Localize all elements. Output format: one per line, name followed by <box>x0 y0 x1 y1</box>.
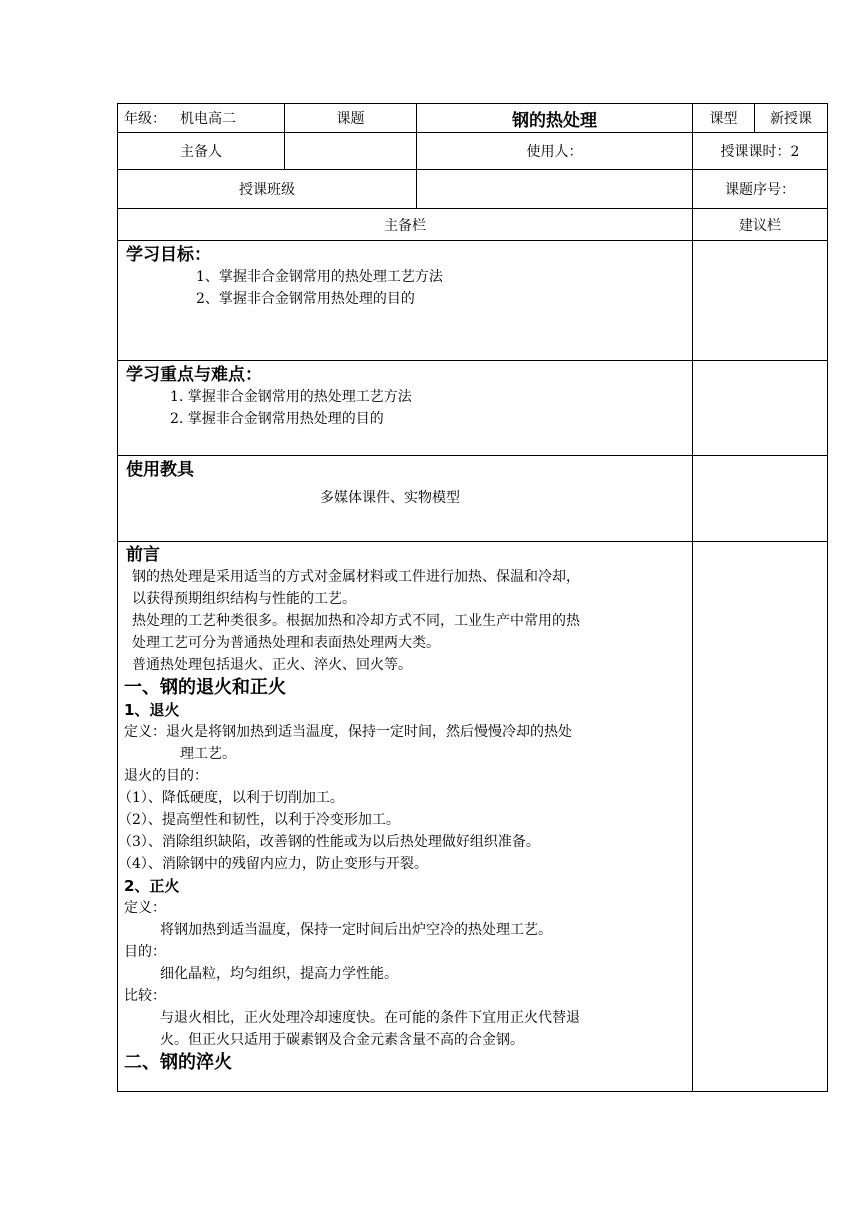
header-row-1 <box>118 104 828 133</box>
content-cell <box>118 542 693 1092</box>
grade-value: 机电高二 <box>180 111 236 127</box>
preparer-label: 主备人 <box>118 133 285 170</box>
annealing-definition-cont: 理工艺。 <box>180 746 236 762</box>
class-value <box>417 170 693 209</box>
preface-line: 以获得预期组织结构与性能的工艺。 <box>132 591 356 607</box>
lesson-type-label: 课型 <box>693 104 755 133</box>
tools-row <box>118 456 828 542</box>
column-header-row <box>118 209 828 241</box>
comparison-label: 比较： <box>124 988 166 1004</box>
key-points-row <box>118 361 828 456</box>
normalizing-purpose-label: 目的： <box>124 944 166 960</box>
normalizing-heading: 2、正火 <box>124 877 180 895</box>
tools-heading: 使用教具 <box>126 460 194 480</box>
preface-line: 普通热处理包括退火、正火、淬火、回火等。 <box>132 657 412 673</box>
comparison-text-cont: 火。但正火只适用于碳素钢及合金元素含量不高的合金钢。 <box>160 1032 524 1048</box>
key-points-cell <box>118 361 693 456</box>
normalizing-definition: 将钢加热到适当温度，保持一定时间后出炉空冷的热处理工艺。 <box>160 922 552 938</box>
comparison-text: 与退火相比，正火处理冷却速度快。在可能的条件下宜用正火代替退 <box>160 1010 580 1026</box>
topic-label: 课题 <box>285 104 417 133</box>
key-point-item: 2. 掌握非合金钢常用热处理的目的 <box>170 411 384 427</box>
sequence-label: 课题序号： <box>693 170 828 209</box>
section-heading-annealing-normalizing: 一、钢的退火和正火 <box>124 677 286 698</box>
class-hours-label: 授课课时：2 <box>693 133 828 170</box>
annealing-purpose-item: （2）、提高塑性和韧性，以利于冷变形加工。 <box>118 812 400 828</box>
content-suggestion <box>693 542 828 1092</box>
preface-line: 热处理的工艺种类很多。根据加热和冷却方式不同，工业生产中常用的热 <box>132 613 580 629</box>
header-row-2 <box>118 133 828 170</box>
objectives-suggestion <box>693 241 828 361</box>
grade-label: 年级： <box>124 111 166 127</box>
preface-heading: 前言 <box>126 545 160 565</box>
class-label: 授课班级 <box>118 170 417 209</box>
annealing-purpose-item: （4）、消除钢中的残留内应力，防止变形与开裂。 <box>118 856 428 872</box>
main-column-label: 主备栏 <box>118 209 693 241</box>
lesson-plan-sheet <box>117 103 827 1092</box>
normalizing-def-label: 定义： <box>124 900 166 916</box>
objectives-cell <box>118 241 693 361</box>
topic-title: 钢的热处理 <box>417 104 693 133</box>
annealing-purpose-item: （1）、降低硬度，以利于切削加工。 <box>118 790 344 806</box>
normalizing-purpose: 细化晶粒，均匀组织，提高力学性能。 <box>160 966 398 982</box>
objective-item: 2、掌握非合金钢常用热处理的目的 <box>196 291 415 307</box>
tools-cell <box>118 456 693 542</box>
objectives-heading: 学习目标： <box>126 245 211 265</box>
annealing-definition: 定义：退火是将钢加热到适当温度，保持一定时间，然后慢慢冷却的热处 <box>124 724 572 740</box>
grade-cell <box>118 104 285 133</box>
annealing-heading: 1、退火 <box>124 701 180 719</box>
objectives-row <box>118 241 828 361</box>
preface-line: 钢的热处理是采用适当的方式对金属材料或工件进行加热、保温和冷却， <box>132 569 580 585</box>
annealing-purpose-label: 退火的目的： <box>124 768 208 784</box>
user-label: 使用人： <box>417 133 693 170</box>
key-point-item: 1. 掌握非合金钢常用的热处理工艺方法 <box>170 389 412 405</box>
objective-item: 1、掌握非合金钢常用的热处理工艺方法 <box>196 269 443 285</box>
annealing-purpose-item: （3）、消除组织缺陷，改善钢的性能或为以后热处理做好组织准备。 <box>118 834 540 850</box>
lesson-type-value: 新授课 <box>755 104 828 133</box>
key-points-suggestion <box>693 361 828 456</box>
lesson-plan-table <box>117 103 828 1092</box>
section-heading-quenching: 二、钢的淬火 <box>124 1052 232 1073</box>
preparer-value <box>285 133 417 170</box>
key-points-heading: 学习重点与难点： <box>126 365 262 385</box>
suggestion-column-label: 建议栏 <box>693 209 828 241</box>
tools-value: 多媒体课件、实物模型 <box>320 490 460 506</box>
preface-line: 处理工艺可分为普通热处理和表面热处理两大类。 <box>132 635 440 651</box>
header-row-3 <box>118 170 828 209</box>
content-row <box>118 542 828 1092</box>
tools-suggestion <box>693 456 828 542</box>
